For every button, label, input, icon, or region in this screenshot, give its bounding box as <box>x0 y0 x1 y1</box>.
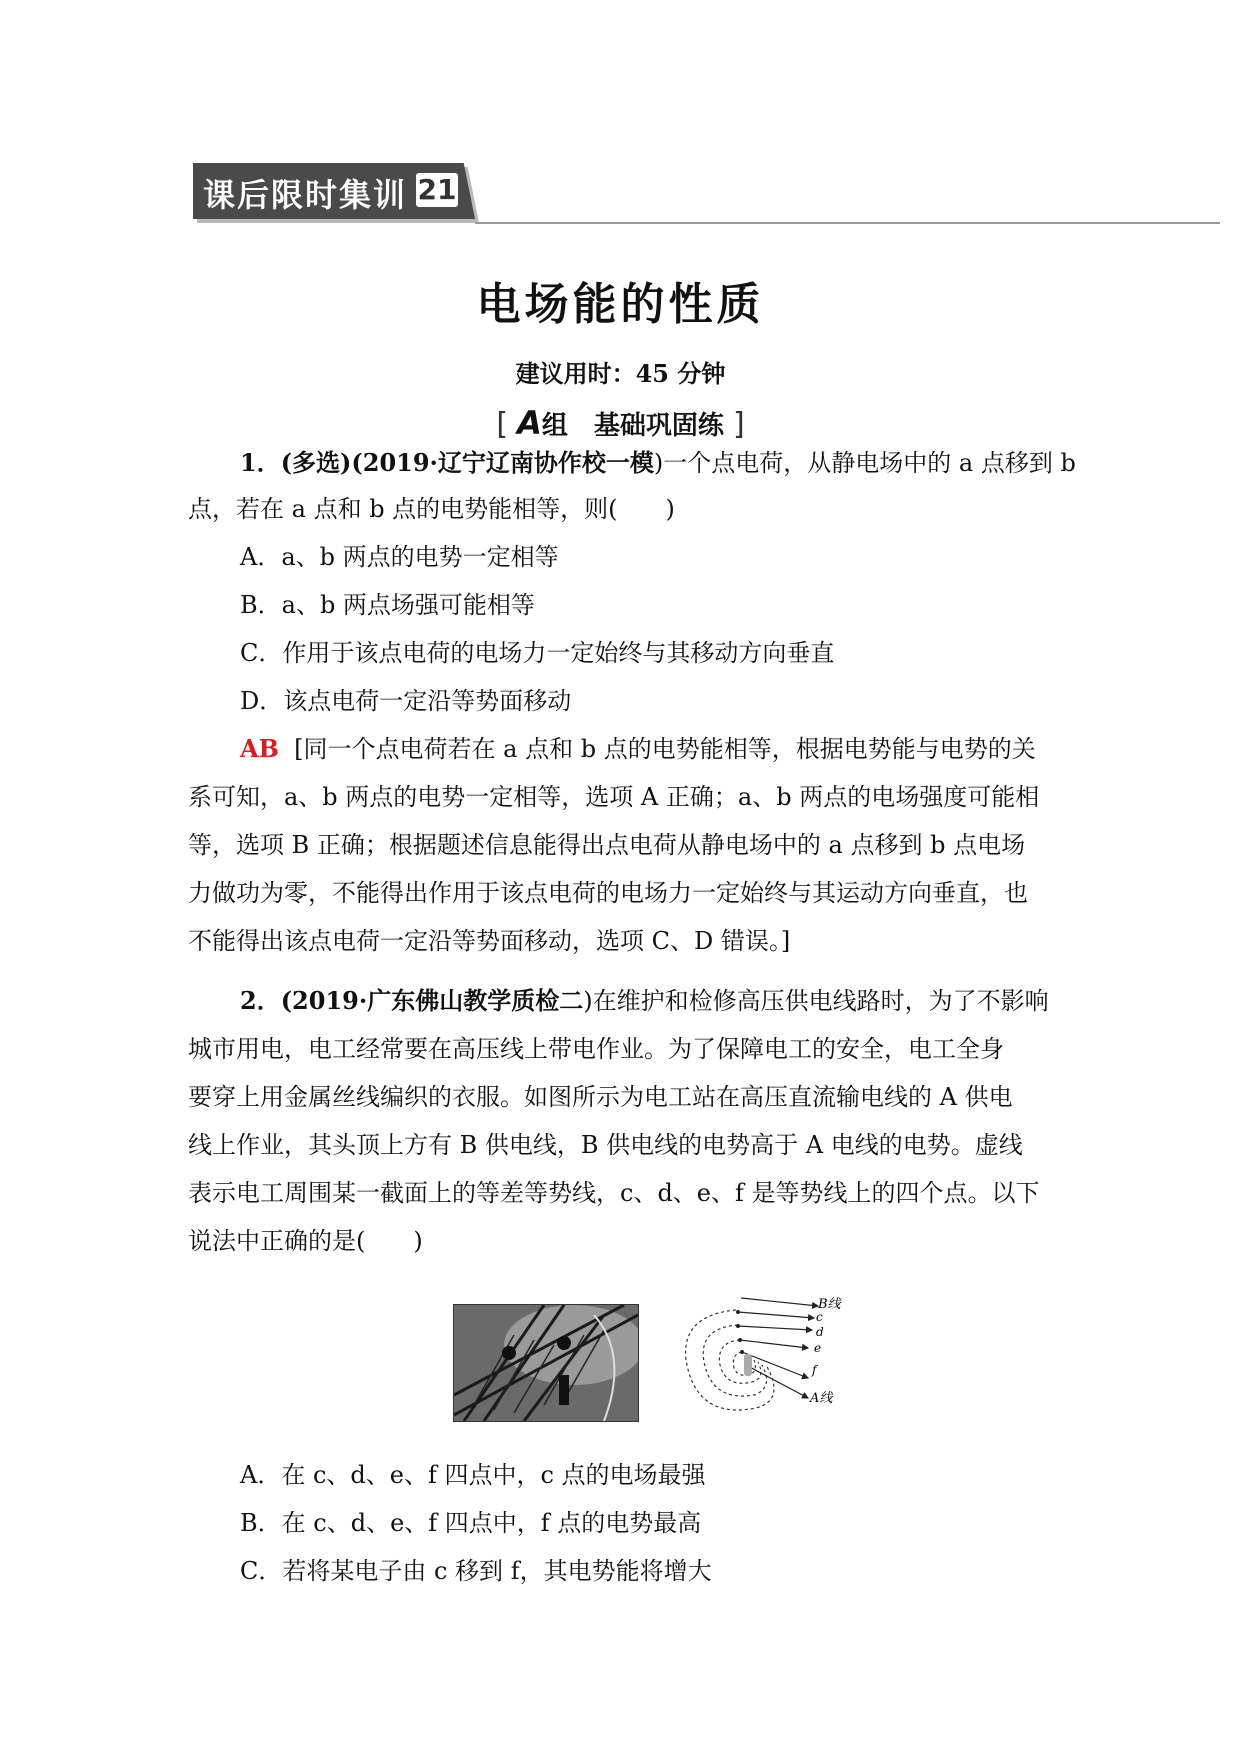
label-d: d <box>816 1325 824 1339</box>
q2-option-a: A．在 c、d、e、f 四点中，c 点的电场最强 <box>240 1461 706 1489</box>
q1-stem-start: )一个点电荷，从静电场中的 a 点移到 b <box>653 449 1076 477</box>
q1-explanation-line-5: 不能得出该点电荷一定沿等势面移动，选项 C、D 错误。] <box>188 927 791 955</box>
q2-line-3: 要穿上用金属丝线编织的衣服。如图所示为电工站在高压直流输电线的 A 供电 <box>188 1083 1013 1111</box>
banner-number: 21 <box>417 173 457 206</box>
q1-option-c: C．作用于该点电荷的电场力一定始终与其移动方向垂直 <box>240 639 835 667</box>
header-rule <box>475 222 1220 224</box>
equipotential-diagram-svg <box>676 1290 846 1430</box>
q2-option-b: B．在 c、d、e、f 四点中，f 点的电势最高 <box>240 1509 702 1537</box>
label-f: f <box>812 1363 817 1377</box>
q1-line-2: 点，若在 a 点和 b 点的电势能相等，则( ) <box>188 495 675 523</box>
q1-line-1 <box>240 446 1100 480</box>
q1-explanation-line-3: 等，选项 B 正确；根据题述信息能得出点电荷从静电场中的 a 点移到 b 点电场 <box>188 831 1026 859</box>
q1-option-d: D．该点电荷一定沿等势面移动 <box>240 687 572 715</box>
q1-explanation-text-1: [同一个点电荷若在 a 点和 b 点的电势能相等，根据电势能与电势的关 <box>294 735 1036 763</box>
q2-stem-start: )在维护和检修高压供电线路时，为了不影响 <box>583 987 1049 1015</box>
group-text: 组 基础巩固练 <box>541 411 724 441</box>
q2-source: 广东佛山教学质检二 <box>367 986 584 1015</box>
group-letter: A <box>517 404 542 442</box>
equipotential-diagram <box>676 1290 846 1430</box>
label-c: c <box>816 1310 823 1324</box>
q1-explanation-line-2: 系可知，a、b 两点的电势一定相等，选项 A 正确；a、b 两点的电场强度可能相 <box>188 783 1040 811</box>
group-bracket-close: ] <box>732 407 745 442</box>
label-e: e <box>814 1341 822 1355</box>
q2-line-5: 表示电工周围某一截面上的等差等势线，c、d、e、f 是等势线上的四个点。以下 <box>188 1179 1040 1207</box>
group-heading <box>0 404 1241 442</box>
q2-line-2: 城市用电，电工经常要在高压线上带电作业。为了保障电工的安全，电工全身 <box>188 1035 1004 1063</box>
lineman-photo <box>453 1304 639 1422</box>
q2-line-1 <box>240 984 1100 1018</box>
q1-number: 1．(多选)(2019· <box>240 448 438 477</box>
q1-explanation-line-1 <box>240 732 1100 766</box>
label-a-line: A线 <box>810 1391 833 1406</box>
q1-source: 辽宁辽南协作校一模 <box>437 448 654 477</box>
q1-option-a: A．a、b 两点的电势一定相等 <box>240 543 559 571</box>
q1-answer: AB <box>240 734 279 763</box>
suggested-time: 建议用时：45 分钟 <box>515 359 726 388</box>
q2-line-4: 线上作业，其头顶上方有 B 供电线，B 供电线的电势高于 A 电线的电势。虚线 <box>188 1131 1023 1159</box>
banner-title: 课后限时集训 <box>203 176 408 214</box>
q1-option-b: B．a、b 两点场强可能相等 <box>240 591 535 619</box>
lineman-photo-image <box>454 1305 638 1421</box>
group-bracket-open: [ <box>496 407 509 442</box>
q2-line-6: 说法中正确的是( ) <box>188 1227 423 1255</box>
q1-explanation-line-4: 力做功为零，不能得出作用于该点电荷的电场力一定始终与其运动方向垂直，也 <box>188 879 1028 907</box>
q2-option-c: C．若将某电子由 c 移到 f，其电势能将增大 <box>240 1557 712 1585</box>
header-banner <box>193 163 475 219</box>
q2-number: 2．(2019· <box>240 986 368 1015</box>
label-b-line: B线 <box>818 1297 841 1312</box>
page-title: 电场能的性质 <box>476 279 765 330</box>
